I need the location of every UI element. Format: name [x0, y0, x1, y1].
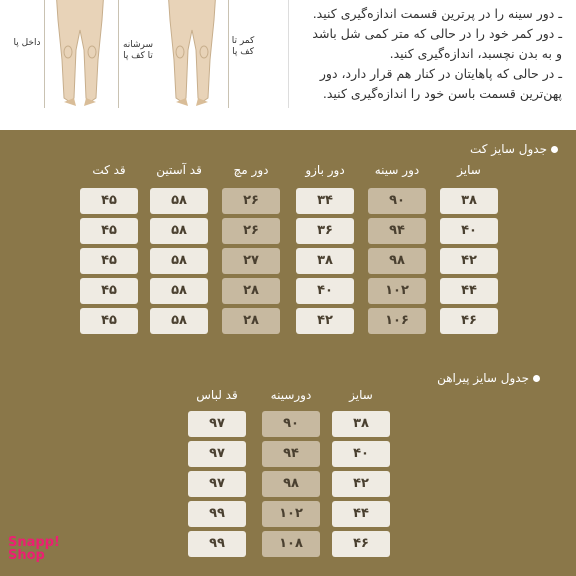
- table-cell: ۹۷: [188, 471, 246, 497]
- table-cell: ۳۴: [296, 188, 354, 214]
- table-cell: ۳۸: [332, 411, 390, 437]
- divider: [288, 0, 289, 108]
- column-header: قد آستین: [156, 163, 202, 177]
- table-cell: ۱۰۶: [368, 308, 426, 334]
- table-cell: ۹۷: [188, 441, 246, 467]
- table-cell: ۹۷: [188, 411, 246, 437]
- table-cell: ۹۹: [188, 531, 246, 557]
- body-figure-side: [162, 0, 222, 110]
- body-figure-front: [50, 0, 110, 110]
- table-cell: ۴۵: [80, 248, 138, 274]
- column-header: قد لباس: [196, 388, 238, 402]
- waist-to-palm-label: کمر تا کف پا: [231, 36, 255, 57]
- table-cell: ۹۴: [262, 441, 320, 467]
- shirt-table-title: جدول سایز پیراهن: [437, 371, 540, 385]
- measurement-guide: [0, 0, 576, 130]
- inseam-line: [44, 0, 45, 108]
- table-cell: ۵۸: [150, 248, 208, 274]
- column-header: قد کت: [92, 163, 126, 177]
- table-cell: ۴۵: [80, 278, 138, 304]
- table-cell: ۴۲: [440, 248, 498, 274]
- table-cell: ۴۰: [440, 218, 498, 244]
- column-header: دور بازو: [305, 163, 345, 177]
- table-cell: ۲۷: [222, 248, 280, 274]
- table-cell: ۴۶: [332, 531, 390, 557]
- table-cell: ۹۰: [262, 411, 320, 437]
- shoulder-to-palm-label: سرشانه تا کف پا: [122, 40, 154, 61]
- table-cell: ۵۸: [150, 218, 208, 244]
- column-header: دورسینه: [270, 388, 312, 402]
- table-cell: ۴۵: [80, 188, 138, 214]
- table-cell: ۴۰: [296, 278, 354, 304]
- table-cell: ۲۸: [222, 308, 280, 334]
- table-cell: ۱۰۸: [262, 531, 320, 557]
- table-cell: ۴۰: [332, 441, 390, 467]
- jacket-table-title: جدول سایز کت: [470, 142, 558, 156]
- column-header: دور سینه: [374, 163, 420, 177]
- table-cell: ۱۰۲: [368, 278, 426, 304]
- table-cell: ۴۵: [80, 218, 138, 244]
- column-header: سایز: [349, 388, 373, 402]
- table-cell: ۲۸: [222, 278, 280, 304]
- table-cell: ۵۸: [150, 278, 208, 304]
- table-cell: ۹۸: [262, 471, 320, 497]
- table-cell: ۹۸: [368, 248, 426, 274]
- table-cell: ۹۴: [368, 218, 426, 244]
- table-cell: ۹۹: [188, 501, 246, 527]
- snappshop-logo: Snapp! Shop: [8, 535, 60, 563]
- bullet-icon: [533, 375, 540, 382]
- table-cell: ۱۰۲: [262, 501, 320, 527]
- table-cell: ۴۴: [440, 278, 498, 304]
- table-cell: ۴۶: [440, 308, 498, 334]
- column-header: دور مچ: [233, 163, 269, 177]
- table-cell: ۴۲: [332, 471, 390, 497]
- table-cell: ۳۶: [296, 218, 354, 244]
- table-cell: ۳۸: [296, 248, 354, 274]
- instructions-text: ـ دور سینه را در پرترین قسمت اندازه‌گیری کنید. ـ دور کمر خود را در حالی که متر کمی شل باشد و به بدن نچسبد، اندازه‌گیری کنید. ـ در حالی که پاهایتان در کنار هم قرار دارد، دور پهن‌ترین قسمت باسن خود را اندازه‌گیری کنید.: [312, 6, 562, 101]
- column-header: سایز: [457, 163, 481, 177]
- inseam-label: داخل پا: [13, 38, 41, 48]
- bullet-icon: [551, 146, 558, 153]
- table-cell: ۳۸: [440, 188, 498, 214]
- table-cell: ۹۰: [368, 188, 426, 214]
- table-cell: ۲۶: [222, 188, 280, 214]
- table-cell: ۴۵: [80, 308, 138, 334]
- table-cell: ۵۸: [150, 188, 208, 214]
- table-cell: ۲۶: [222, 218, 280, 244]
- table-cell: ۴۲: [296, 308, 354, 334]
- table-cell: ۵۸: [150, 308, 208, 334]
- table-cell: ۴۴: [332, 501, 390, 527]
